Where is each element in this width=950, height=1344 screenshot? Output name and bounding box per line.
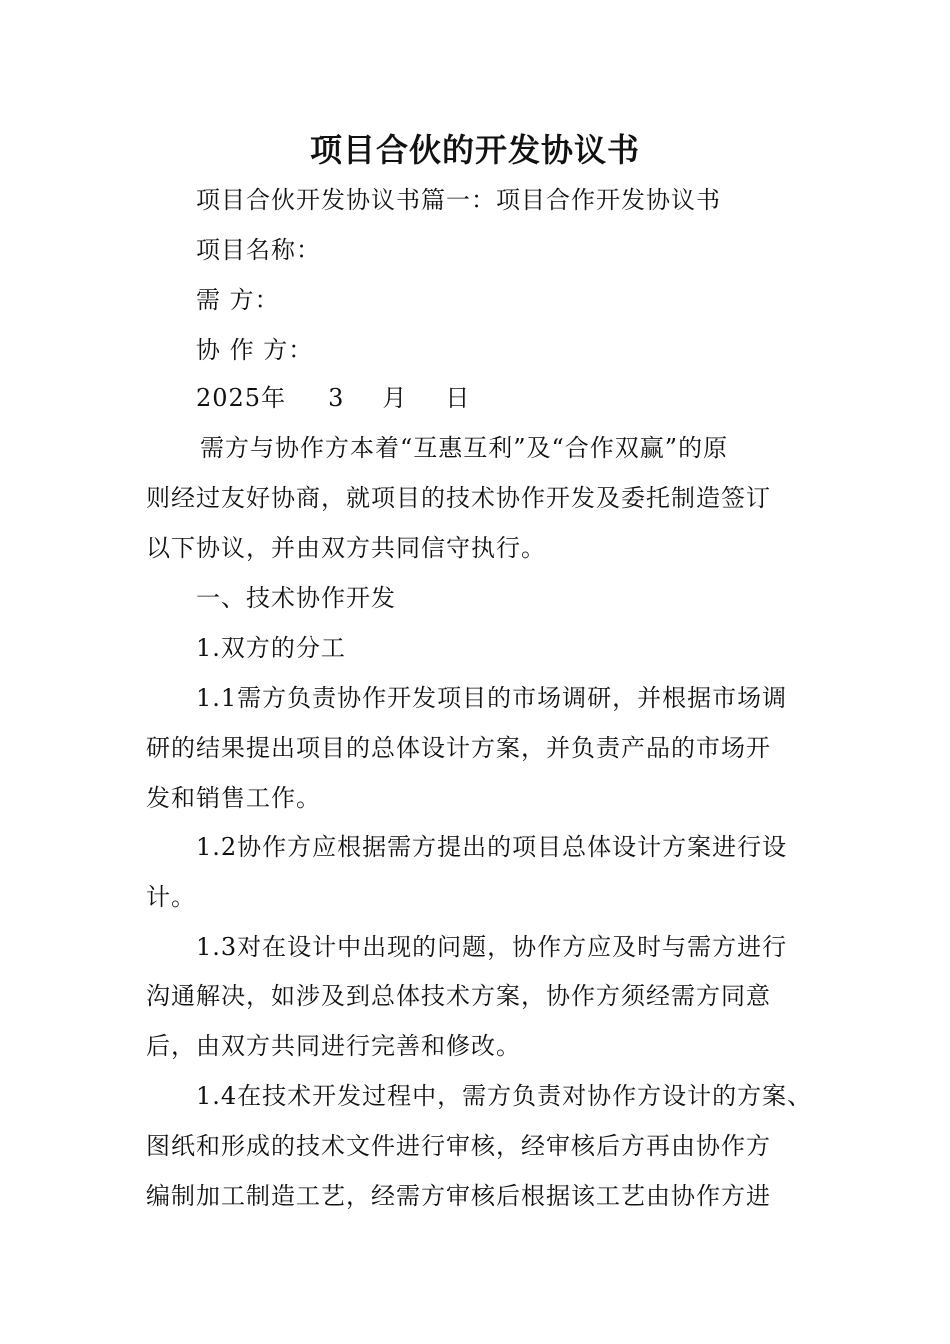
clause-line: 研的结果提出项目的总体设计方案，并负责产品的市场开: [146, 734, 771, 762]
clause-line: 编制加工制造工艺，经需方审核后根据该工艺由协作方进: [146, 1182, 771, 1210]
field-partner: 协 作 方：: [196, 336, 314, 364]
clause-line: 图纸和形成的技术文件进行审核，经审核后方再由协作方: [146, 1132, 771, 1160]
intro-line: 需方与协作方本着“互惠互利”及“合作双赢”的原: [200, 434, 729, 462]
clause-line: 1.2协作方应根据需方提出的项目总体设计方案进行设: [196, 833, 788, 861]
intro-line: 则经过友好协商，就项目的技术协作开发及委托制造签订: [146, 484, 771, 512]
date-day-label: 日: [445, 384, 471, 412]
clause-line: 计。: [146, 883, 196, 911]
clause-line: 1.1需方负责协作开发项目的市场调研，并根据市场调: [196, 684, 788, 712]
clause-line: 沟通解决，如涉及到总体技术方案，协作方须经需方同意: [146, 982, 771, 1010]
date-line: [196, 382, 470, 414]
clause-line: 1.4在技术开发过程中，需方负责对协作方设计的方案、: [196, 1082, 813, 1110]
document-title: 项目合伙的开发协议书: [309, 131, 640, 169]
document-subtitle: 项目合伙开发协议书篇一：项目合作开发协议书: [196, 186, 721, 214]
date-year: 2025年: [196, 384, 287, 412]
clause-line: 后，由双方共同进行完善和修改。: [146, 1032, 521, 1060]
date-month-number: 3: [328, 384, 345, 412]
clause-line: 1.3对在设计中出现的问题，协作方应及时与需方进行: [196, 933, 788, 961]
clause-line: 发和销售工作。: [146, 784, 321, 812]
subsection-heading: 1.双方的分工: [196, 634, 346, 662]
date-month-label: 月: [382, 384, 408, 412]
field-demand-party: 需 方：: [196, 286, 280, 314]
section-heading: 一、技术协作开发: [196, 584, 396, 612]
field-project-name: 项目名称：: [196, 236, 321, 264]
intro-line: 以下协议，并由双方共同信守执行。: [146, 534, 546, 562]
